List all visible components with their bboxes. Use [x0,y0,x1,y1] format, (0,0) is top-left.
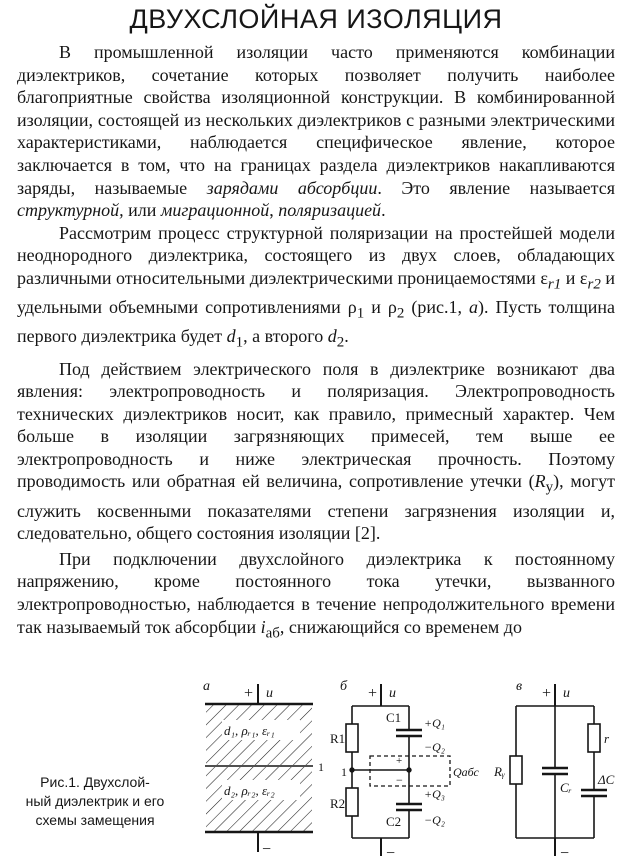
plus-sign-b: + [368,685,378,702]
node-dot-left [350,768,354,772]
resistor-r [588,724,600,752]
charge-q2-bottom: −Q₂ [424,813,445,827]
paragraph-4: При подключении двухслойного диэлектрика к постоянному напряжению, кроме постоянного тока утечки, вызванного электропроводностью, наблюдается в течение непродолжительного времени так называемый ток абсорбции $i_{аб}$, снижающийся со временем до [17,548,615,642]
body-text [17,41,615,645]
page-title: ДВУХСЛОЙНАЯ ИЗОЛЯЦИЯ [129,4,503,34]
diagram-a [203,679,324,858]
label-q-abs: Qабс [453,765,479,779]
caption-line-3: схемы замещения [35,812,155,828]
label-dc: ΔC [598,772,615,787]
layer-1-label: d₁, ρᵣ₁, εᵣ₁ [224,723,275,738]
label-ry: Rᵧ [494,764,505,779]
plus-sign-a: + [244,685,254,702]
label-c1: C1 [386,710,402,725]
node-label: 1 [341,765,347,779]
label-c2: C2 [386,814,402,829]
caption-line-2: ный диэлектрик и его [25,793,165,809]
label-r: r [604,731,610,746]
label-a: а [203,679,210,694]
paragraph-1: В промышленной изоляции часто применяются комбинации диэлектриков, сочетание которых позволяет получить наиболее благоприятные свойства изоляционной конструкции. В комбинированной изоляции, состоящей из нескольких диэлектриков с разными электрическими характеристиками, наблюдается специфическое явление, которое заключается в том, что на границах раздела диэлектриков накапливаются заряды, называемые зарядами абсорбции. Это явление называется структурной, или миграционной, поляризацией. [17,42,616,221]
minus-sign-a: − [262,841,272,858]
plus-sign-c: + [542,685,552,702]
minus-sign-c: − [560,845,570,862]
figure-1 [0,676,632,862]
label-cg: Cᵣ [560,780,572,795]
absorption-plus: + [396,755,403,767]
charge-q2-top: −Q₂ [424,740,445,754]
absorption-minus: − [396,773,403,787]
resistor-r1 [346,724,358,752]
diagram-b [330,679,480,862]
charge-q1: +Q₁ [424,716,445,730]
resistor-r2 [346,788,358,816]
label-r1: R1 [330,731,346,746]
paragraph-3: Под действием электрического поля в диэлектрике возникают два явления: электропроводность и поляризация. Электропроводность технических диэлектриков носит, как правило, примесный характер. Чем больше в изоляции загрязняющих примесей, тем выше ее электропроводность и ниже электрическая прочность. Поэтому проводимость или обратная ей величина, сопротивление утечки $(R_y)$, могут служить косвенными показателями степени загрязнения изоляции и, следовательно, общего состояния изоляции [2]. [17,358,616,544]
paragraph-2: Рассмотрим процесс структурной поляризации на простейшей модели неоднородного диэлектрика, состоящего из двух слоев, обладающих различными относительными диэлектрическими проницаемостями $\varepsilon_{r1}$ и $\varepsilon_{r2}$ и удельными объемными сопротивлениями $\rho_1$ и $\rho_2$ (рис.1, а). Пусть толщина первого диэлектрика будет $d_1$, а второго $d_2$. [17,222,615,351]
label-c: в [516,679,523,694]
caption-line-1: Рис.1. Двухслой- [40,774,150,790]
interface-label: 1 [318,760,324,774]
charge-q3: +Q₃ [424,787,445,801]
voltage-label-b: u [389,686,396,701]
layer-2-label: d₂, ρᵣ₂, εᵣ₂ [224,783,275,798]
label-r2: R2 [330,796,346,811]
label-b: б [340,679,348,694]
figure-caption [20,773,170,830]
resistor-ry [510,756,522,784]
voltage-label-a: u [266,686,273,701]
diagram-c [493,679,615,862]
voltage-label-c: u [563,686,570,701]
minus-sign-b: − [386,845,396,862]
